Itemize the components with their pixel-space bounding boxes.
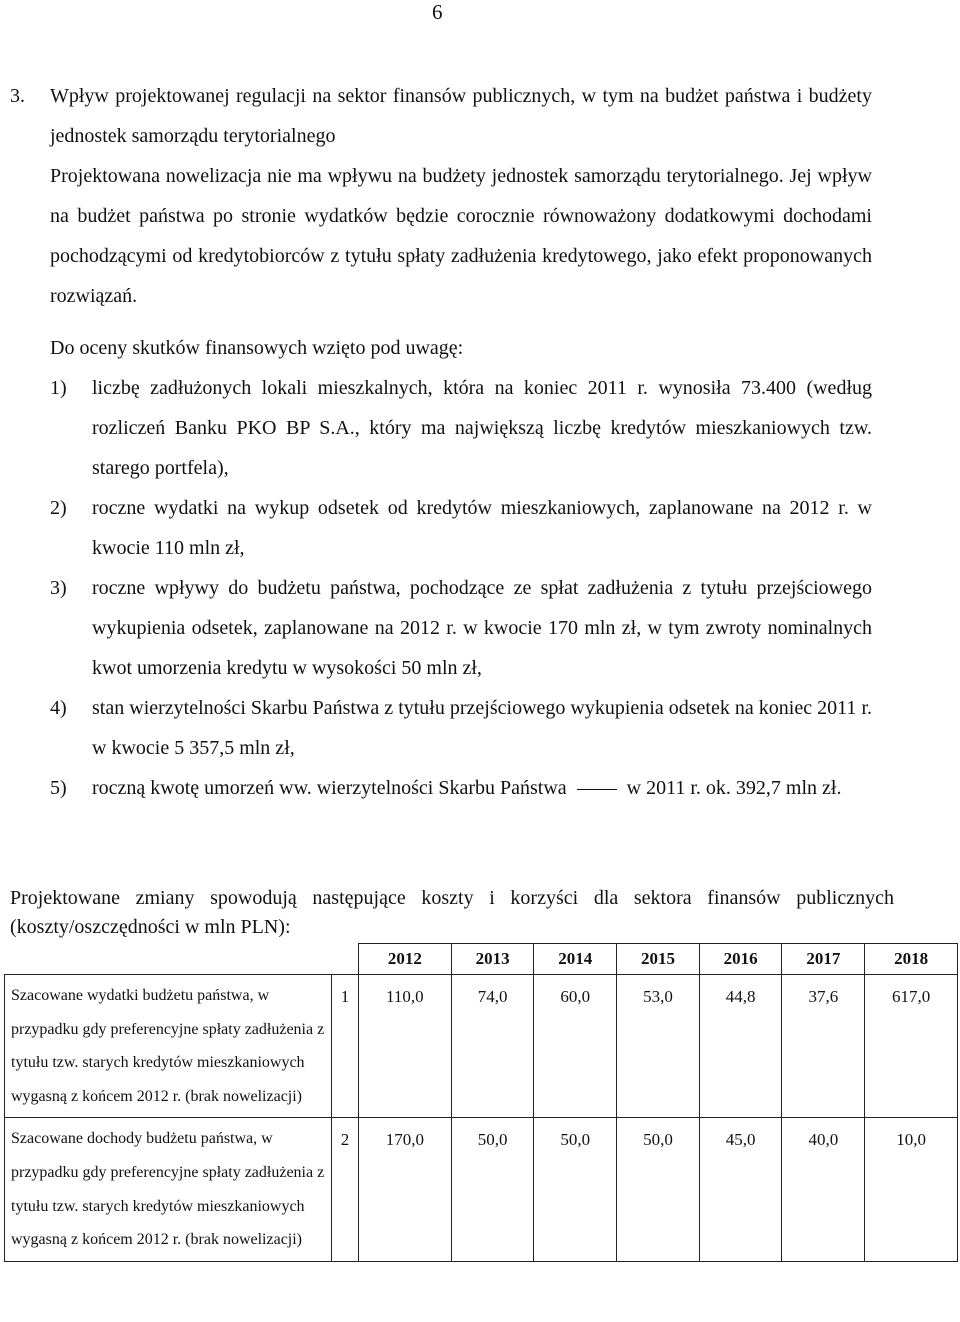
year-header: 2016 — [699, 944, 782, 975]
table-cell: 617,0 — [865, 975, 958, 1118]
list-item-text-part: roczną kwotę umorzeń ww. wierzytelności Skarbu Państwa — [92, 777, 567, 799]
table-row — [5, 975, 958, 1118]
paragraph-assessment: Do oceny skutków finansowych wzięto pod uwagę: — [50, 337, 464, 359]
table-header-row — [5, 944, 958, 975]
table-intro: Projektowane zmiany spowodują następujące koszty i korzyści dla sektora finansów publicznych (koszty/oszczędności w mln PLN): — [10, 887, 894, 938]
table-cell: 50,0 — [451, 1118, 534, 1261]
table-cell: 10,0 — [865, 1118, 958, 1261]
table-cell: 110,0 — [359, 975, 452, 1118]
table-cell: 50,0 — [617, 1118, 700, 1261]
table-cell: 170,0 — [359, 1118, 452, 1261]
table-cell: 74,0 — [451, 975, 534, 1118]
list-item-text: stan wierzytelności Skarbu Państwa z tytułu przejściowego wykupienia odsetek na koniec 2011 r. w kwocie 5 357,5 mln zł, — [92, 697, 872, 759]
list-item — [50, 568, 872, 688]
list-item-number: 3) — [50, 577, 67, 599]
paragraph-impact: Projektowana nowelizacja nie ma wpływu na budżety jednostek samorządu terytorialnego. Jej wpływ na budżet państwa po stronie wydatków będzie corocznie równoważony dodatkowymi dochodami pochodzącymi od kredytobiorców z tytułu spłaty zadłużenia kredytowego, jako efekt proponowanych rozwiązań. — [50, 165, 872, 307]
year-header: 2013 — [451, 944, 534, 975]
year-header: 2015 — [617, 944, 700, 975]
table-cell: 60,0 — [534, 975, 617, 1118]
list-item-text: roczne wydatki na wykup odsetek od kredytów mieszkaniowych, zaplanowane na 2012 r. w kwocie 110 mln zł, — [92, 497, 872, 559]
list-item-number: 1) — [50, 377, 67, 399]
row-index: 2 — [332, 1118, 359, 1261]
list-item — [50, 368, 872, 488]
table-cell: 50,0 — [534, 1118, 617, 1261]
section-3 — [10, 76, 872, 808]
table-cell: 44,8 — [699, 975, 782, 1118]
list-item-number: 4) — [50, 697, 67, 719]
costs-table — [4, 943, 958, 1262]
list-item-text-part: w 2011 r. ok. 392,7 mln zł. — [626, 777, 842, 799]
list-item-text: liczbę zadłużonych lokali mieszkalnych, która na koniec 2011 r. wynosiła 73.400 (według rozliczeń Banku PKO BP S.A., który ma największą liczbę kredytów mieszkaniowych tzw. starego portfela), — [92, 377, 872, 479]
table-cell: 53,0 — [617, 975, 700, 1118]
row-description: Szacowane wydatki budżetu państwa, w przypadku gdy preferencyjne spłaty zadłużenia z tytułu tzw. starych kredytów mieszkaniowych wygasną z końcem 2012 r. (brak nowelizacji) — [5, 975, 332, 1118]
section-title: Wpływ projektowanej regulacji na sektor finansów publicznych, w tym na budżet państwa i budżety jednostek samorządu terytorialnego — [50, 85, 872, 147]
year-header: 2014 — [534, 944, 617, 975]
section-heading — [10, 76, 872, 156]
page-number: 6 — [432, 0, 443, 24]
year-header: 2018 — [865, 944, 958, 975]
row-index: 1 — [332, 975, 359, 1118]
table-cell: 37,6 — [782, 975, 865, 1118]
list-item-text — [92, 768, 872, 808]
assumptions-list — [50, 368, 872, 808]
list-item-number: 5) — [50, 777, 67, 799]
section-number: 3. — [10, 85, 25, 107]
list-item-text: roczne wpływy do budżetu państwa, pochodzące ze spłat zadłużenia z tytułu przejściowego wykupienia odsetek, zaplanowane na 2012 r. w kwocie 170 mln zł, w tym zwroty nominalnych kwot umorzenia kredytu w wysokości 50 mln zł, — [92, 577, 872, 679]
table-row — [5, 1118, 958, 1261]
row-description: Szacowane dochody budżetu państwa, w przypadku gdy preferencyjne spłaty zadłużenia z tytułu tzw. starych kredytów mieszkaniowych wygasną z końcem 2012 r. (brak nowelizacji) — [5, 1118, 332, 1261]
list-item-number: 2) — [50, 497, 67, 519]
year-header: 2012 — [359, 944, 452, 975]
list-item — [50, 688, 872, 768]
list-item — [50, 488, 872, 568]
table-cell: 45,0 — [699, 1118, 782, 1261]
em-dash — [577, 789, 617, 790]
table-header-blank — [5, 944, 359, 975]
list-item — [50, 768, 872, 808]
table-cell: 40,0 — [782, 1118, 865, 1261]
year-header: 2017 — [782, 944, 865, 975]
